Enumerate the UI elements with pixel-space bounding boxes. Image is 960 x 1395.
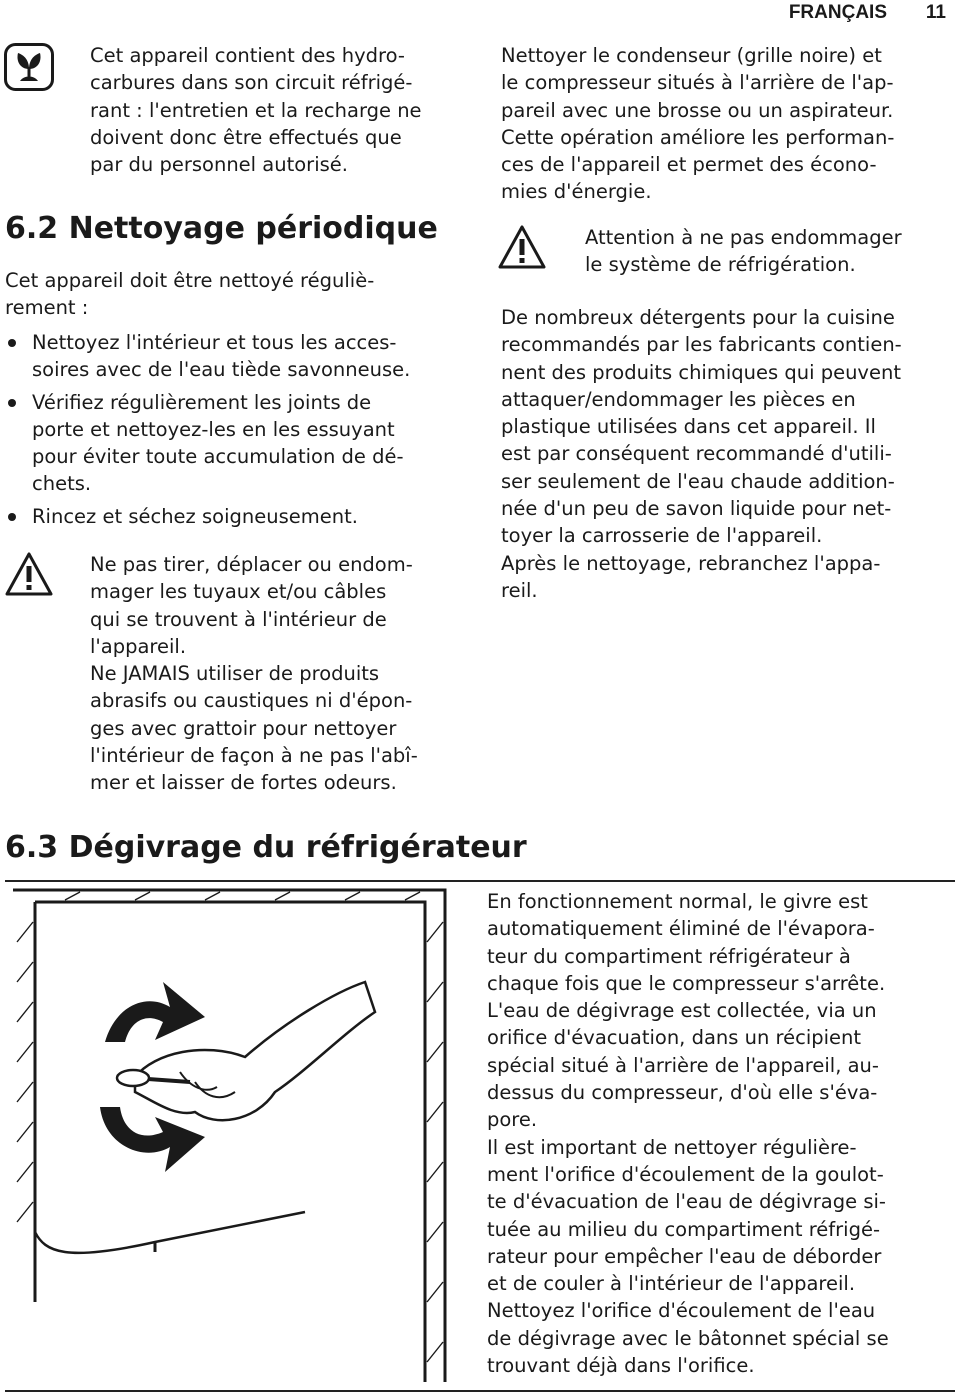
eco-note-text: Cet appareil contient des hydro- carbures dans son circuit réfrigé- rant : l'entretien et la recharge ne doivent donc être effectués que par du personnel autorisé. xyxy=(90,44,422,177)
section-6-2-intro: Cet appareil doit être nettoyé réguliè- rement : xyxy=(5,269,375,320)
cleaning-bullet-list xyxy=(5,329,475,530)
bullet-icon xyxy=(8,399,16,407)
warning-text-cables: Ne pas tirer, déplacer ou endom- mager les tuyaux et/ou câbles qui se trouvent à l'intérieur de l'appareil. Ne JAMAIS utiliser de produits abrasifs ou caustiques ni d'épon- ges avec grattoir pour nettoyer l'intérieur de façon à ne pas l'abî- mer et laisser de fortes odeurs. xyxy=(90,553,418,795)
eco-leaf-icon xyxy=(4,43,54,95)
page-number: 11 xyxy=(925,2,946,23)
list-item: Vérifiez régulièrement les joints de porte et nettoyez-les en les essuyant pour éviter toute accumulation de dé- chets. xyxy=(5,389,475,498)
warning-text-refrigeration: Attention à ne pas endommager le système de réfrigération. xyxy=(585,226,902,277)
page-header xyxy=(0,0,960,30)
list-item: Nettoyez l'intérieur et tous les acces- soires avec de l'eau tiède savonneuse. xyxy=(5,329,475,384)
bullet-icon xyxy=(8,339,16,347)
section-6-2-title: 6.2 Nettoyage périodique xyxy=(5,211,438,246)
warning-triangle-icon xyxy=(4,551,54,601)
bullet-icon xyxy=(8,513,16,521)
condenser-text: Nettoyer le condenseur (grille noire) et le compresseur situés à l'arrière de l'ap- pareil avec une brosse ou un aspirateur. Cette opération améliore les performan- ces de l'appareil et permet des écono- mies d'énergie. xyxy=(501,44,895,204)
language-label: FRANÇAIS xyxy=(788,2,887,23)
warning-triangle-icon xyxy=(497,224,547,274)
list-item: Rincez et séchez soigneusement. xyxy=(5,503,475,530)
defrost-illustration xyxy=(5,882,471,1390)
bottom-divider xyxy=(5,1390,955,1392)
section-6-3-title: 6.3 Dégivrage du réfrigérateur xyxy=(5,830,527,865)
detergents-text: De nombreux détergents pour la cuisine recommandés par les fabricants contien- nent des produits chimiques qui peuvent attaquer/endommager les pièces en plastique utilisées dans cet appareil. Il est par conséquent recommandé d'utili- ser seulement de l'eau chaude addition- née d'un peu de savon liquide pour net- toyer la carrosserie de l'appareil. Après le nettoyage, rebranchez l'appa- reil. xyxy=(501,306,902,602)
defrost-text: En fonctionnement normal, le givre est automatiquement éliminé de l'évapora- teur du compartiment réfrigérateur à chaque fois que le compresseur s'arrête. L'eau de dégivrage est collectée, via un orifice d'évacuation, dans un récipient spécial situé à l'arrière de l'appareil, au- dessus du compresseur, d'où elle s'éva- pore. Il est important de nettoyer régulière- ment l'orifice d'écoulement de la goulot- te d'évacuation de l'eau de dégivrage si- tuée au milieu du compartiment réfrigé- rateur pour empêcher l'eau de déborder et de couler à l'intérieur de l'appareil. Nettoyez l'orifice d'écoulement de l'eau de dégivrage avec le bâtonnet spécial se trouvant déjà dans l'orifice. xyxy=(487,890,889,1378)
